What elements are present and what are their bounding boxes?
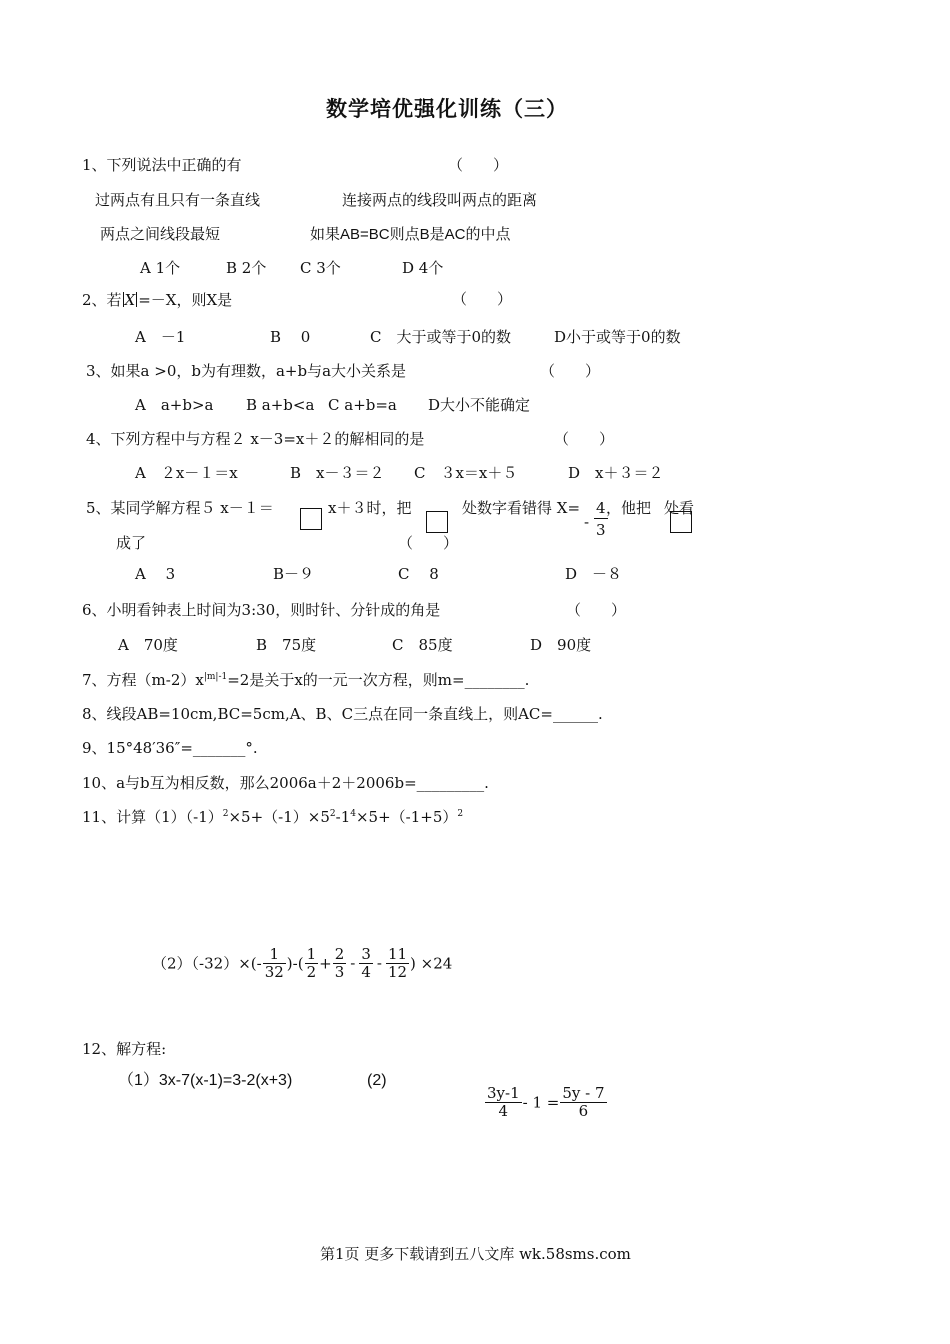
q5-stem-part-1: 5、某同学解方程５ x－１＝ [86, 499, 274, 517]
q3-option-a: A a+b>a [135, 396, 214, 414]
q7-exponent: |m|-1 [203, 672, 228, 682]
q5-option-b: B－９ [273, 565, 315, 583]
q3-option-b: B a+b<a [246, 396, 315, 414]
q11-f3-denominator: 3 [334, 963, 345, 982]
q5-blank-box-1 [300, 508, 322, 530]
q4-option-a: A ２x－１＝x [135, 464, 238, 482]
q1-option-d: D 4个 [402, 259, 444, 277]
q11-fraction-2 [305, 946, 319, 982]
q3-stem: 3、如果a >0，b为有理数，a+b与a大小关系是 [86, 362, 407, 380]
q1-statement-4: 如果AB=BC则点B是AC的中点 [310, 226, 511, 243]
q12-left-denominator: 4 [498, 1102, 509, 1121]
q1-statement-2: 连接两点的线段叫两点的距离 [342, 191, 538, 209]
q12-equation-middle: - 1 = [522, 1093, 560, 1112]
q3-answer-paren: （ ） [540, 362, 601, 380]
q11-f5-numerator: 11 [387, 945, 408, 963]
q1-answer-paren: （ ） [448, 156, 509, 174]
q11-f1-numerator: 1 [263, 946, 286, 964]
q11-part-1 [82, 810, 463, 825]
q4-answer-paren: （ ） [554, 430, 615, 448]
q11-p1-c: -1 [335, 808, 351, 826]
q11-p1-sup-1: 2 [222, 809, 229, 819]
page-footer: 第1页 更多下载请到五八文库 wk.58sms.com [320, 1245, 631, 1263]
q1-stem: 1、下列说法中正确的有 [82, 156, 242, 174]
q2-variable: X [124, 291, 136, 309]
q9-text: 9、15°48′36″=_______°. [82, 739, 258, 757]
q2-answer-paren: （ ） [452, 290, 513, 308]
q2-option-b: B 0 [270, 328, 311, 346]
q5-stem-part-2: x＋３时，把 [328, 499, 412, 517]
q5-stem-part-3: 处数字看错得 X= [462, 499, 581, 517]
q12-equation [484, 1085, 608, 1121]
q11-part-2 [152, 946, 452, 982]
q1-statement-3: 两点之间线段最短 [100, 225, 221, 243]
q11-f5-denominator: 12 [387, 963, 408, 982]
q6-option-c: C 85度 [392, 636, 453, 654]
q7-text [82, 673, 529, 688]
q5-stem-part-5: 处看 [664, 499, 695, 517]
q6-option-a: A 70度 [118, 636, 178, 654]
q12-right-numerator: 5y - 7 [562, 1084, 605, 1102]
q2-option-a: A －1 [135, 328, 186, 346]
q11-f2-numerator: 1 [306, 945, 317, 963]
q5-option-c: C 8 [398, 565, 439, 583]
q11-p2-op-3: - [376, 954, 382, 973]
q12-part-2-label: (2) [367, 1072, 387, 1089]
q11-fraction-1 [263, 946, 286, 982]
abs-bar-left [123, 292, 124, 307]
q12-stem: 12、解方程: [82, 1040, 167, 1058]
q6-stem: 6、小明看钟表上时间为3:30，则时针、分针成的角是 [82, 601, 441, 619]
q11-p1-sup-2: 2 [329, 809, 336, 819]
q2-stem-prefix: 2、若 [82, 291, 122, 309]
q11-p2-label: （2）（-32）×(- [152, 954, 262, 973]
q11-p2-end: ) ×24 [410, 954, 453, 973]
q5-option-a: A 3 [135, 565, 176, 583]
q11-f4-denominator: 4 [361, 963, 371, 982]
q11-p1-sup-4: 2 [457, 809, 464, 819]
q5-stem-part-4: ，他把 [606, 499, 652, 517]
q6-option-b: B 75度 [256, 636, 317, 654]
q11-f3-numerator: 2 [334, 945, 345, 963]
q4-option-b: B x－３＝２ [290, 464, 385, 482]
q5-fraction-denominator: 3 [596, 520, 606, 539]
q2-stem-suffix: =－X，则X是 [138, 291, 233, 309]
q7-suffix: =2是关于x的一元一次方程，则m=________. [227, 671, 530, 689]
q11-p1-a: 11、计算（1）（-1） [82, 808, 223, 826]
q8-text: 8、线段AB=10cm,BC=5cm,A、B、C三点在同一条直线上，则AC=______. [82, 705, 603, 723]
q11-f2-denominator: 2 [306, 963, 317, 982]
q11-p2-mid: )-( [286, 954, 304, 973]
q11-f4-numerator: 3 [361, 945, 371, 963]
q3-option-d: D大小不能确定 [428, 396, 531, 414]
q12-fraction-right [560, 1085, 606, 1121]
q6-option-d: D 90度 [530, 636, 592, 654]
q11-p1-b: ×5+（-1）×5 [228, 808, 330, 826]
q11-p2-op-1: + [319, 954, 332, 973]
q11-fraction-4 [359, 946, 373, 982]
q5-option-d: D －８ [565, 565, 623, 583]
page-title: 数学培优强化训练（三） [326, 96, 568, 121]
q2-stem [82, 292, 232, 308]
q11-p1-sup-3: 4 [350, 809, 356, 819]
q4-stem: 4、下列方程中与方程２ x－3=x＋２的解相同的是 [86, 430, 425, 448]
q5-stem-line-2: 成了 [116, 534, 147, 552]
q1-option-a: A 1个 [140, 259, 181, 277]
q1-option-b: B 2个 [226, 259, 267, 277]
q11-fraction-3 [333, 946, 347, 982]
q5-blank-box-2 [426, 511, 448, 533]
q4-option-d: D x＋３＝２ [568, 464, 664, 482]
q12-fraction-left [485, 1085, 522, 1121]
q6-answer-paren: （ ） [566, 601, 627, 619]
q2-option-d: D小于或等于0的数 [554, 328, 681, 346]
q12-part-1: （1）3x-7(x-1)=3-2(x+3) [118, 1072, 293, 1089]
q3-option-c: C a+b=a [328, 396, 397, 414]
q5-fraction-numerator: 4 [596, 499, 606, 517]
q11-f1-denominator: 32 [264, 963, 284, 982]
q1-option-c: C 3个 [300, 259, 341, 277]
q5-answer-paren: （ ） [398, 534, 459, 552]
q4-option-c: C ３x＝x＋５ [414, 464, 518, 482]
q11-p2-op-2: - [350, 954, 356, 973]
q12-left-numerator: 3y-1 [487, 1084, 520, 1102]
q7-prefix: 7、方程（m-2）x [82, 671, 204, 689]
q2-option-c: C 大于或等于0的数 [370, 328, 512, 346]
q5-fraction-sign: - [584, 513, 590, 531]
q11-fraction-5 [386, 946, 409, 982]
q1-statement-1: 过两点有且只有一条直线 [95, 191, 261, 209]
q10-text: 10、a与b互为相反数，那么2006a＋2＋2006b=_________. [82, 774, 489, 792]
q12-right-denominator: 6 [578, 1102, 589, 1121]
q11-p1-d: ×5+（-1+5） [355, 808, 458, 826]
q5-blank-box-3 [670, 511, 692, 533]
